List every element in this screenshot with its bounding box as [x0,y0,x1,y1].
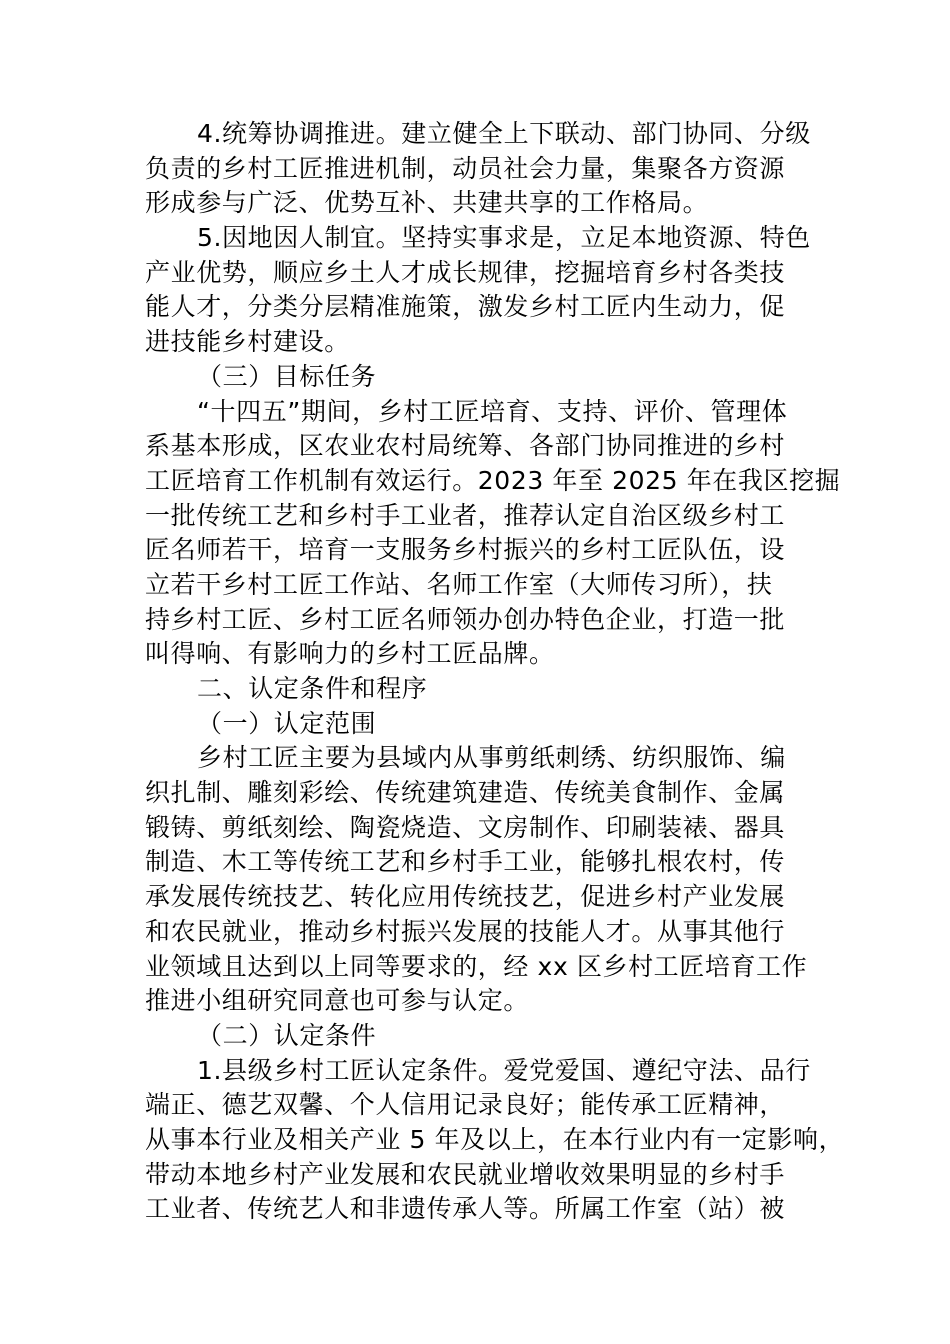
paragraph-line: 工匠培育工作机制有效运行。2023 年至 2025 年在我区挖掘 [145,465,841,495]
paragraph-line: “十四五”期间，乡村工匠培育、支持、评价、管理体 [197,396,788,426]
paragraph-line: 匠名师若干，培育一支服务乡村振兴的乡村工匠队伍，设 [145,535,786,565]
paragraph-line: 叫得响、有影响力的乡村工匠品牌。 [145,639,555,669]
paragraph-line: 进技能乡村建设。 [145,327,350,357]
paragraph-line: 端正、德艺双馨、个人信用记录良好；能传承工匠精神， [145,1090,786,1120]
paragraph-line: 业领域且达到以上同等要求的，经 xx 区乡村工匠培育工作 [145,951,808,981]
paragraph-line: 一批传统工艺和乡村手工业者，推荐认定自治区级乡村工 [145,500,786,530]
section-heading: （三）目标任务 [197,361,377,391]
paragraph-line: 推进小组研究同意也可参与认定。 [145,986,530,1016]
section-heading: 二、认定条件和程序 [197,674,428,703]
paragraph-line: 5.因地因人制宜。坚持实事求是，立足本地资源、特色 [197,223,811,253]
paragraph-line: 产业优势，顺应乡土人才成长规律，挖掘培育乡村各类技 [145,257,786,287]
document-body [145,117,845,1227]
paragraph-line: 形成参与广泛、优势互补、共建共享的工作格局。 [145,188,709,218]
paragraph-line: 乡村工匠主要为县域内从事剪纸刺绣、纺织服饰、编 [197,743,786,773]
paragraph-line: 系基本形成，区农业农村局统筹、各部门协同推进的乡村 [145,431,786,461]
subsection-heading: （一）认定范围 [197,708,377,738]
paragraph-line: 带动本地乡村产业发展和农民就业增收效果明显的乡村手 [145,1159,786,1189]
paragraph-line: 和农民就业，推动乡村振兴发展的技能人才。从事其他行 [145,916,786,946]
paragraph-line: 负责的乡村工匠推进机制，动员社会力量，集聚各方资源 [145,153,786,183]
paragraph-line: 1.县级乡村工匠认定条件。爱党爱国、遵纪守法、品行 [197,1055,811,1085]
paragraph-line: 从事本行业及相关产业 5 年及以上，在本行业内有一定影响， [145,1124,845,1154]
subsection-heading: （二）认定条件 [197,1020,377,1050]
paragraph-line: 工业者、传统艺人和非遗传承人等。所属工作室（站）被 [145,1194,786,1224]
paragraph-line: 织扎制、雕刻彩绘、传统建筑建造、传统美食制作、金属 [145,778,786,808]
paragraph-line: 承发展传统技艺、转化应用传统技艺，促进乡村产业发展 [145,882,786,912]
paragraph-line: 4.统筹协调推进。建立健全上下联动、部门协同、分级 [197,119,811,148]
paragraph-line: 立若干乡村工匠工作站、名师工作室（大师传习所），扶 [145,569,773,599]
paragraph-line: 锻铸、剪纸刻绘、陶瓷烧造、文房制作、印刷装裱、器具 [145,812,786,842]
paragraph-line: 持乡村工匠、乡村工匠名师领办创办特色企业，打造一批 [145,604,786,634]
paragraph-line: 制造、木工等传统工艺和乡村手工业，能够扎根农村，传 [145,847,786,877]
paragraph-line: 能人才，分类分层精准施策，激发乡村工匠内生动力，促 [145,292,786,322]
